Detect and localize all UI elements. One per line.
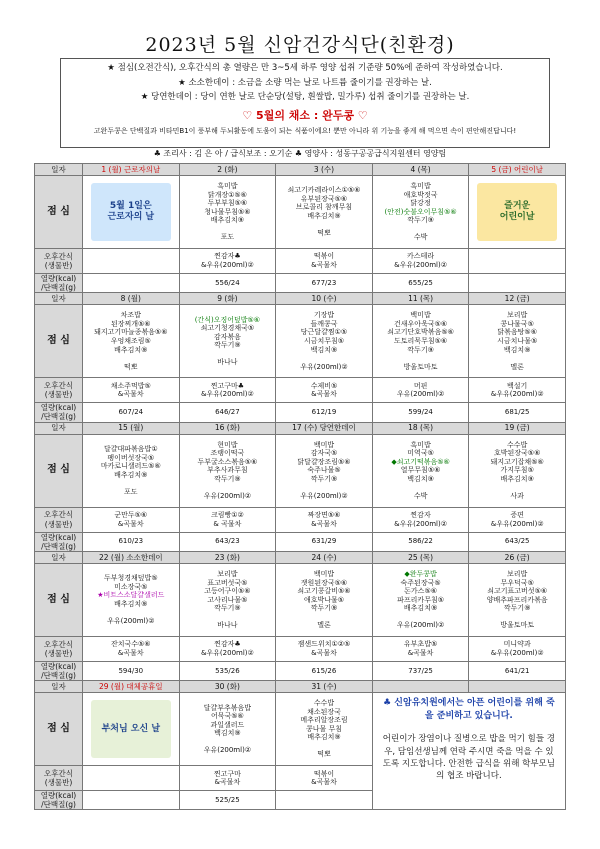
date-label: 일자	[35, 681, 83, 693]
menu-item	[373, 483, 469, 492]
lunch-cell	[372, 176, 469, 249]
snack-cell: 찐감자 &우유(200ml)②	[372, 507, 469, 532]
menu-item: 표고버섯국⑤	[207, 578, 248, 587]
menu-item: 깍두기⑨	[214, 341, 241, 350]
menu-item: 쇠고기단호박볶음⑤⑥	[387, 328, 454, 337]
date-cell: 3 (수)	[276, 164, 373, 176]
date-cell: 26 (금)	[469, 551, 566, 563]
date-cell: 2 (화)	[179, 164, 276, 176]
menu-item: 닭달걀장조림⑤⑥	[297, 457, 351, 466]
menu-item: 우유(200ml)②	[203, 491, 252, 500]
date-cell: 24 (수)	[276, 551, 373, 563]
menu-item: 깍두기⑨	[407, 216, 434, 225]
menu-item: 돈가스⑤⑥	[404, 587, 437, 596]
kcal-cell	[276, 791, 373, 810]
menu-item: 파프리카무침⑤	[397, 595, 444, 604]
menu-item: 열무무침⑤⑥	[400, 466, 441, 475]
date-row	[35, 422, 566, 434]
date-cell: 22 (월) 소소한데이	[83, 551, 180, 563]
snack-row	[35, 378, 566, 403]
menu-item	[180, 738, 276, 747]
lunch-cell	[83, 693, 180, 766]
kcal-cell: 556/24	[179, 274, 276, 293]
kcal-label: 열량(kcal) /단백질(g)	[35, 791, 83, 810]
notice-cell	[372, 693, 565, 810]
date-cell: 25 (목)	[372, 551, 469, 563]
lunch-cell	[469, 305, 566, 378]
menu-item: 두부청경채덮밥⑤	[103, 574, 158, 583]
snack-cell: 찐고구마 &곡물차	[179, 766, 276, 791]
menu-item: 흑미밥	[410, 440, 431, 449]
snack-cell: 백설기 &우유(200ml)②	[469, 378, 566, 403]
menu-item: 시금치나물⑤	[497, 337, 538, 346]
kcal-cell: 599/24	[372, 403, 469, 422]
kcal-cell: 655/25	[372, 274, 469, 293]
menu-item: 애호박나물⑤	[303, 595, 345, 604]
menu-item: 깍두기⑨	[214, 474, 241, 483]
menu-item: 보리밥	[507, 569, 528, 578]
kcal-cell: 737/25	[372, 661, 469, 680]
lunch-cell	[179, 176, 276, 249]
menu-item: 우유(200ml)②	[107, 616, 155, 625]
snack-cell: 찐감자♣ &우유(200ml)②	[179, 249, 276, 274]
lunch-cell	[469, 176, 566, 249]
snack-cell: 떡볶이 &곡물차	[276, 249, 373, 274]
menu-item: 닭개장①⑤⑥	[207, 190, 247, 199]
menu-item: 배추김치⑨	[500, 474, 534, 483]
menu-item: 쇠고기청경채국⑤	[200, 324, 255, 333]
menu-item: 포도	[124, 487, 138, 496]
snack-label: 오후간식 (생물반)	[35, 766, 83, 791]
lunch-row	[35, 563, 566, 636]
lunch-cell	[372, 305, 469, 378]
snack-cell: 찐고구마♣ &우유(200ml)②	[179, 378, 276, 403]
menu-item: 돼지고기마늘종볶음⑤⑥	[94, 328, 168, 337]
menu-item: 우엉채조림⑤	[110, 337, 151, 346]
date-row	[35, 164, 566, 176]
vegetable-description: 고완두콩은 단백질과 비타민B1이 풍부해 두뇌활동에 도움이 되는 식품이에요! 뿐만 아니라 위 기능을 좋게 해 먹으면 속이 편안해진답니다!	[93, 126, 517, 135]
date-row	[35, 681, 566, 693]
menu-item	[469, 483, 565, 492]
date-cell: 4 (목)	[372, 164, 469, 176]
monthly-vegetable: ♡ 5월의 채소 : 완두콩 ♡	[242, 108, 368, 122]
kcal-cell: 641/21	[469, 661, 566, 680]
snack-cell	[83, 766, 180, 791]
notice-headline	[373, 693, 565, 786]
menu-item: 쇠고기표고버섯⑤⑥	[487, 587, 548, 596]
menu-item: 백미밥	[410, 311, 431, 320]
menu-item: 브로콜리 참깨무침	[295, 203, 353, 212]
menu-item: 무우덕국⑤	[500, 578, 534, 587]
menu-item	[83, 608, 179, 617]
menu-item: 콩나물국⑤	[500, 319, 534, 328]
menu-item: 미소장국⑤	[114, 582, 148, 591]
menu-item: ◆완두콩밥	[404, 569, 437, 578]
date-cell: 12 (금)	[469, 293, 566, 305]
menu-item: 채소된장국	[307, 707, 341, 716]
menu-item: 방울토마토	[403, 362, 438, 371]
kcal-cell: 615/26	[276, 661, 373, 680]
snack-cell: 잔치국수⑤⑥ &곡물차	[83, 636, 180, 661]
menu-item: 돼지고기잡채⑤⑥	[490, 457, 544, 466]
lunch-label: 점 심	[35, 563, 83, 636]
snack-cell: 채소주먹밥⑤ &곡물차	[83, 378, 180, 403]
date-cell: 15 (월)	[83, 422, 180, 434]
menu-item: 조랭이떡국	[210, 449, 245, 458]
info-box	[60, 58, 550, 148]
kcal-label: 열량(kcal) /단백질(g)	[35, 403, 83, 422]
snack-cell: 떡볶이 &곡물차	[276, 766, 373, 791]
snack-label: 오후간식 (생물반)	[35, 249, 83, 274]
kcal-row	[35, 661, 566, 680]
lunch-label: 점 심	[35, 434, 83, 507]
menu-item: 우유(200ml)②	[396, 621, 445, 630]
menu-item: 흑미밥	[217, 182, 238, 191]
snack-cell: 증편 &우유(200ml)②	[469, 507, 566, 532]
menu-item: 배추김치⑨	[403, 604, 438, 613]
date-cell: 9 (화)	[179, 293, 276, 305]
menu-item: 두부굴소스볶음⑤⑥	[197, 457, 258, 466]
menu-item: 숙주된장국⑤	[400, 578, 441, 587]
menu-item: 건새우아욱국⑤⑥	[394, 319, 448, 328]
menu-item: 청나물무침⑤⑥	[204, 207, 251, 216]
lunch-cell	[179, 434, 276, 507]
snack-cell: 유부초밥⑤ &곡물차	[372, 636, 469, 661]
snack-label: 오후간식 (생물반)	[35, 507, 83, 532]
snack-cell: 카스테라 &우유(200ml)②	[372, 249, 469, 274]
lunch-cell	[179, 693, 276, 766]
menu-item: 수수밥	[313, 699, 335, 708]
menu-item	[373, 354, 469, 363]
menu-item: 애호박젓국	[403, 190, 438, 199]
menu-item: 떡뽀	[317, 229, 331, 238]
snack-row	[35, 636, 566, 661]
kcal-cell: 612/19	[276, 403, 373, 422]
menu-item: 수박	[413, 233, 428, 242]
menu-item: 부추사과무침	[207, 466, 248, 475]
menu-item: 닭볶음탕⑤⑥	[497, 328, 537, 337]
menu-item: 백미밥	[313, 569, 335, 578]
menu-item: 들깨콩국	[310, 319, 338, 328]
kcal-cell: 535/26	[179, 661, 276, 680]
snack-cell: 군만두⑤⑥ &곡물차	[83, 507, 180, 532]
menu-item	[276, 354, 372, 363]
snack-cell	[469, 249, 566, 274]
menu-item: 어묵국⑤⑥	[210, 712, 244, 721]
menu-item: 우유(200ml)②	[300, 491, 348, 500]
menu-item	[276, 613, 372, 622]
menu-item: 기장밥	[313, 311, 335, 320]
date-cell: 5 (금) 어린이날	[469, 164, 566, 176]
kcal-cell	[83, 791, 180, 810]
page-title: 2023년 5월 신암건강식단(친환경)	[145, 34, 455, 56]
lunch-label: 점 심	[35, 305, 83, 378]
menu-item: 양배추파프리카볶음	[486, 595, 548, 604]
date-cell: 18 (목)	[372, 422, 469, 434]
menu-item	[83, 479, 179, 488]
menu-item	[83, 354, 179, 363]
lunch-cell	[276, 563, 373, 636]
menu-item: 마카로니샐러드⑤⑥	[100, 462, 161, 471]
menu-item: (간식)오징어덮밥⑤⑥	[194, 315, 261, 324]
menu-item: 깍두기⑨	[310, 474, 338, 483]
lunch-row	[35, 176, 566, 249]
holiday-banner: 즐거운 어린이날	[477, 183, 557, 241]
lunch-label: 점 심	[35, 176, 83, 249]
lunch-cell	[83, 563, 180, 636]
date-cell: 19 (금)	[469, 422, 566, 434]
date-row	[35, 551, 566, 563]
kcal-cell: 681/25	[469, 403, 566, 422]
menu-item: 시금치무침⑤	[303, 337, 345, 346]
kcal-row	[35, 532, 566, 551]
menu-item: 배추김치⑨	[307, 733, 341, 742]
menu-item: 미역국⑤	[407, 449, 434, 458]
menu-item: 유부된장국⑤⑥	[300, 194, 348, 203]
menu-item: 백김치⑨	[503, 345, 531, 354]
menu-item: 깍두기⑨	[310, 604, 338, 613]
lunch-cell	[179, 305, 276, 378]
kcal-cell: 631/29	[276, 532, 373, 551]
menu-item	[469, 613, 565, 622]
date-label: 일자	[35, 293, 83, 305]
holiday-banner: 부처님 오신 날	[91, 700, 171, 758]
menu-table	[34, 163, 566, 810]
menu-item	[469, 354, 565, 363]
holiday-banner: 5월 1일은 근로자의 날	[91, 183, 171, 241]
menu-item: 고사리나물⑤	[207, 595, 248, 604]
menu-item: 보리밥	[217, 569, 238, 578]
date-cell: 1 (월) 근로자의날	[83, 164, 180, 176]
menu-item: 백김치⑨	[407, 474, 434, 483]
menu-item: 수박	[413, 491, 428, 500]
kcal-cell: 594/30	[83, 661, 180, 680]
menu-item: 우유(200ml)②	[300, 362, 348, 371]
kcal-cell: 643/25	[469, 532, 566, 551]
kcal-row	[35, 274, 566, 293]
menu-item: 떡뽀	[317, 750, 331, 759]
menu-item: 수수밥	[507, 440, 528, 449]
snack-label: 오후간식 (생물반)	[35, 378, 83, 403]
menu-item: (안전)숫불오이무침⑤⑥	[384, 207, 457, 216]
menu-item: 숙주나물⑤	[307, 466, 341, 475]
kcal-row	[35, 403, 566, 422]
lunch-cell	[276, 434, 373, 507]
menu-item	[180, 225, 276, 234]
menu-item: 당근달걀찜①⑤	[300, 328, 348, 337]
kcal-label: 열량(kcal) /단백질(g)	[35, 274, 83, 293]
menu-item: 백미밥	[313, 440, 335, 449]
notice-headline-text: ♣ 신암유치원에서는 아픈 어린이를 위해 죽을 준비하고 있습니다.	[383, 698, 555, 722]
menu-item: 보리밥	[507, 311, 528, 320]
snack-cell: 찐감자♣ &우유(200ml)②	[179, 636, 276, 661]
info-line-2: ★ 소소한데이 : 소금을 소량 먹는 날로 나트륨 줄이기를 권장하는 날.	[178, 77, 432, 88]
menu-item	[180, 483, 276, 492]
lunch-cell	[83, 305, 180, 378]
menu-item: 팽이버섯장국⑤	[107, 453, 155, 462]
date-label: 일자	[35, 551, 83, 563]
menu-item: 달걀부추볶음밥	[203, 703, 252, 712]
menu-item: 호박된장국⑤⑥	[494, 449, 541, 458]
menu-item	[276, 483, 372, 492]
lunch-cell	[276, 176, 373, 249]
menu-item: 쇠고기카레라이스①⑤⑥	[287, 186, 361, 195]
snack-cell: 짜장면⑤⑥ &곡물차	[276, 507, 373, 532]
kcal-cell: 586/22	[372, 532, 469, 551]
menu-item: 된장찌개⑤⑥	[110, 319, 151, 328]
menu-item: 우유(200ml)②	[203, 746, 252, 755]
menu-item: 현미밥	[217, 440, 238, 449]
snack-label: 오후간식 (생물반)	[35, 636, 83, 661]
menu-item: 감자국⑤	[310, 449, 338, 458]
date-cell: 29 (월) 대체공휴일	[83, 681, 180, 693]
menu-item: 잿원된장국⑤⑥	[300, 578, 348, 587]
kcal-cell: 610/23	[83, 532, 180, 551]
lunch-row	[35, 305, 566, 378]
lunch-row	[35, 434, 566, 507]
kcal-cell: 646/27	[179, 403, 276, 422]
date-cell: 30 (화)	[179, 681, 276, 693]
kcal-label: 열량(kcal) /단백질(g)	[35, 661, 83, 680]
snack-cell: 미니약과 &우유(200ml)②	[469, 636, 566, 661]
date-cell: 16 (화)	[179, 422, 276, 434]
menu-item: 고등어구이⑤⑥	[204, 587, 251, 596]
snack-row	[35, 249, 566, 274]
kcal-cell: 643/23	[179, 532, 276, 551]
notice-body: 어린이가 장염이나 질병으로 밥을 먹기 힘들 경우, 담임선생님께 연락 주시면 죽을 먹을 수 있도록 지도합니다. 안전한 급식을 위해 학부모님의 협조 바랍니다.	[382, 734, 556, 782]
lunch-row	[35, 693, 566, 766]
date-cell: 17 (수) 당연한데이	[276, 422, 373, 434]
menu-item: 쇠고기콩갈비⑤⑥	[297, 587, 351, 596]
snack-cell: 잼샌드위치①②⑤ &곡물차	[276, 636, 373, 661]
menu-item: 도토리묵무침⑤⑥	[394, 337, 448, 346]
lunch-cell	[469, 434, 566, 507]
date-cell	[372, 681, 469, 693]
lunch-cell	[83, 176, 180, 249]
menu-item: 바나나	[217, 621, 238, 630]
menu-item: 달걀대파볶음밥①	[103, 444, 158, 453]
menu-item: 감자볶음	[213, 332, 241, 341]
menu-item: 배추김치⑨	[114, 345, 148, 354]
menu-item: 배추김치⑨	[307, 212, 341, 220]
menu-item: 배추김치⑨	[114, 599, 148, 608]
menu-item: 가지무침⑤	[500, 466, 534, 475]
menu-item: 백김치⑨	[310, 345, 338, 354]
snack-cell: 크림빵①② & 곡물차	[179, 507, 276, 532]
lunch-cell	[372, 563, 469, 636]
menu-item: 배추김치⑨	[114, 470, 148, 479]
menu-item: ★비트스소달걀샐러드	[97, 591, 165, 600]
staff-line: ♣ 조리사 : 김 은 아 / 급식보조 : 오기순 ♣ 영양사 : 성동구공공급식지원센터 영양팀	[153, 149, 447, 158]
kcal-cell	[469, 274, 566, 293]
menu-item: 사과	[510, 491, 524, 500]
menu-item: 떡뽀	[124, 362, 138, 371]
menu-item	[180, 613, 276, 622]
snack-cell	[83, 249, 180, 274]
snack-cell: 머핀 우유(200ml)②	[372, 378, 469, 403]
menu-item: 멜론	[510, 362, 524, 371]
menu-item	[373, 613, 469, 622]
menu-item: 닭강정	[410, 199, 431, 208]
menu-item: 방울토마토	[500, 621, 535, 630]
snack-cell: 수제비⑤ &곡물차	[276, 378, 373, 403]
info-line-1: ★ 점심(오전간식), 오후간식의 총 열량은 만 3~5세 하루 영양 섭취 기준량 50%에 준하여 작성하였습니다.	[107, 63, 503, 73]
kcal-label: 열량(kcal) /단백질(g)	[35, 532, 83, 551]
menu-item: 배추김치⑨	[210, 216, 245, 225]
date-cell: 31 (수)	[276, 681, 373, 693]
snack-row	[35, 507, 566, 532]
date-row	[35, 293, 566, 305]
date-cell: 10 (수)	[276, 293, 373, 305]
menu-item: 메추리알장조림	[300, 716, 348, 725]
date-label: 일자	[35, 164, 83, 176]
date-cell	[469, 681, 566, 693]
menu-item: 콩나물 무침	[305, 724, 342, 733]
lunch-cell	[276, 693, 373, 766]
date-cell: 8 (월)	[83, 293, 180, 305]
menu-item	[276, 221, 372, 230]
lunch-cell	[372, 434, 469, 507]
kcal-cell: 677/23	[276, 274, 373, 293]
lunch-cell	[179, 563, 276, 636]
menu-item: 포도	[220, 233, 235, 242]
menu-item: 깍두기⑨	[503, 604, 531, 613]
menu-item: 두부부침⑤⑥	[207, 199, 248, 208]
date-cell: 23 (화)	[179, 551, 276, 563]
menu-item: 흑미밥	[410, 182, 431, 191]
kcal-cell	[83, 274, 180, 293]
menu-item: 차조밥	[120, 311, 141, 320]
menu-item: 깍두기⑨	[407, 345, 434, 354]
lunch-label: 점 심	[35, 693, 83, 766]
menu-item: 과일샐러드	[210, 720, 245, 729]
kcal-cell: 525/25	[179, 791, 276, 810]
lunch-cell	[469, 563, 566, 636]
menu-item: 백김치⑨	[214, 729, 241, 738]
menu-item: 깍두기⑨	[214, 604, 241, 613]
lunch-cell	[276, 305, 373, 378]
menu-item: ◆쇠고기떡볶음⑤⑥	[391, 457, 450, 466]
date-label: 일자	[35, 422, 83, 434]
menu-item: 바나나	[217, 358, 238, 367]
kcal-cell: 607/24	[83, 403, 180, 422]
lunch-cell	[83, 434, 180, 507]
date-cell: 11 (목)	[372, 293, 469, 305]
info-line-3: ★ 당연한데이 : 당이 연한 날로 단순당(설탕, 흰쌀밥, 밀가루) 섭취 줄이기를 권장하는 날.	[140, 92, 470, 103]
menu-item: 멜론	[317, 621, 331, 630]
